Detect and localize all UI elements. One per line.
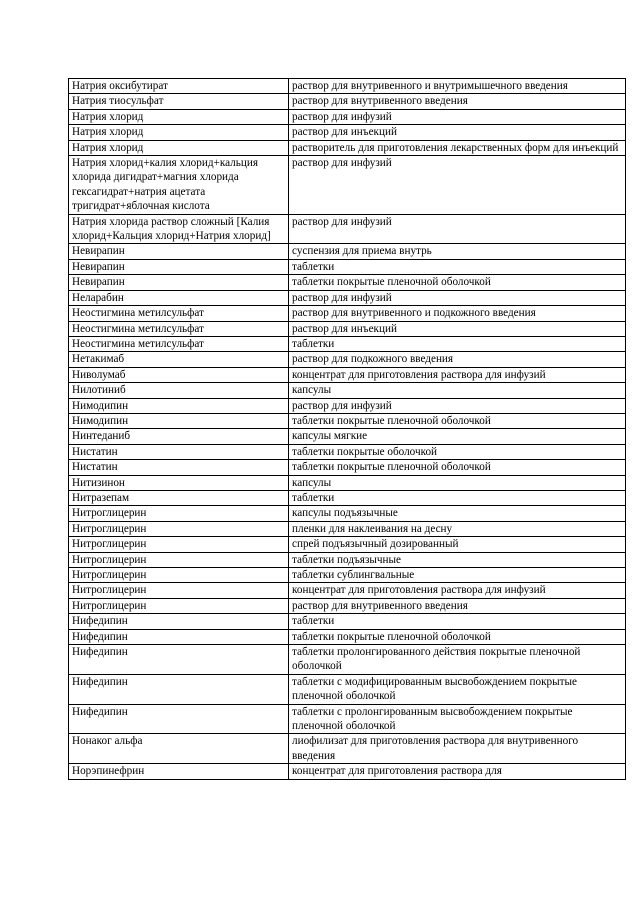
dosage-form-cell: раствор для внутривенного и внутримышечного введения — [289, 79, 626, 94]
table-body — [69, 79, 626, 780]
dosage-form-cell: раствор для инфузий — [289, 290, 626, 305]
drug-name-cell: Натрия хлорид — [69, 109, 289, 124]
dosage-form-cell: таблетки покрытые пленочной оболочкой — [289, 413, 626, 428]
dosage-form-cell: таблетки — [289, 490, 626, 505]
drug-name-cell: Невирапин — [69, 244, 289, 259]
table-row — [69, 290, 626, 305]
dosage-form-cell: капсулы подъязычные — [289, 506, 626, 521]
drug-name-cell: Нифедипин — [69, 614, 289, 629]
drug-name-cell: Нетакимаб — [69, 352, 289, 367]
drug-name-cell: Нилотиниб — [69, 383, 289, 398]
drug-name-cell: Натрия хлорида раствор сложный [Калия хлорид+Кальция хлорид+Натрия хлорид] — [69, 214, 289, 244]
dosage-form-cell: растворитель для приготовления лекарственных форм для инъекций — [289, 140, 626, 155]
dosage-form-cell: таблетки — [289, 614, 626, 629]
dosage-form-cell: таблетки — [289, 259, 626, 274]
dosage-form-cell: таблетки покрытые пленочной оболочкой — [289, 460, 626, 475]
drug-name-cell: Неостигмина метилсульфат — [69, 306, 289, 321]
dosage-form-cell: таблетки с пролонгированным высвобождением покрытые пленочной оболочкой — [289, 704, 626, 734]
table-row — [69, 336, 626, 351]
dosage-form-cell: раствор для инфузий — [289, 214, 626, 244]
dosage-form-cell: таблетки — [289, 336, 626, 351]
table-row — [69, 645, 626, 675]
drug-name-cell: Нитроглицерин — [69, 583, 289, 598]
dosage-form-cell: раствор для внутривенного введения — [289, 94, 626, 109]
table-row — [69, 367, 626, 382]
drug-name-cell: Нитроглицерин — [69, 521, 289, 536]
table-row — [69, 460, 626, 475]
drug-name-cell: Нитразепам — [69, 490, 289, 505]
table-row — [69, 583, 626, 598]
drug-name-cell: Ниволумаб — [69, 367, 289, 382]
table-row — [69, 125, 626, 140]
dosage-form-cell: концентрат для приготовления раствора для — [289, 764, 626, 779]
dosage-form-cell: раствор для внутривенного введения — [289, 598, 626, 613]
dosage-form-cell: раствор для инфузий — [289, 156, 626, 215]
table-row — [69, 156, 626, 215]
table-row — [69, 568, 626, 583]
dosage-form-cell: концентрат для приготовления раствора для инфузий — [289, 367, 626, 382]
dosage-form-cell: раствор для инфузий — [289, 398, 626, 413]
drug-table — [68, 78, 626, 780]
dosage-form-cell: раствор для инфузий — [289, 109, 626, 124]
dosage-form-cell: раствор для инъекций — [289, 321, 626, 336]
table-row — [69, 521, 626, 536]
document-page — [68, 78, 617, 780]
drug-name-cell: Норэпинефрин — [69, 764, 289, 779]
table-row — [69, 383, 626, 398]
dosage-form-cell: таблетки покрытые оболочкой — [289, 444, 626, 459]
table-row — [69, 109, 626, 124]
table-row — [69, 413, 626, 428]
dosage-form-cell: раствор для подкожного введения — [289, 352, 626, 367]
drug-name-cell: Натрия хлорид — [69, 125, 289, 140]
table-row — [69, 306, 626, 321]
dosage-form-cell: капсулы мягкие — [289, 429, 626, 444]
drug-name-cell: Нимодипин — [69, 398, 289, 413]
table-row — [69, 352, 626, 367]
drug-name-cell: Невирапин — [69, 259, 289, 274]
table-row — [69, 614, 626, 629]
drug-name-cell: Нифедипин — [69, 674, 289, 704]
table-row — [69, 244, 626, 259]
dosage-form-cell: таблетки покрытые пленочной оболочкой — [289, 629, 626, 644]
table-row — [69, 321, 626, 336]
dosage-form-cell: суспензия для приема внутрь — [289, 244, 626, 259]
dosage-form-cell: таблетки сублингвальные — [289, 568, 626, 583]
dosage-form-cell: таблетки с модифицированным высвобождением покрытые пленочной оболочкой — [289, 674, 626, 704]
drug-name-cell: Нифедипин — [69, 645, 289, 675]
drug-name-cell: Невирапин — [69, 275, 289, 290]
table-row — [69, 734, 626, 764]
dosage-form-cell: спрей подъязычный дозированный — [289, 537, 626, 552]
drug-name-cell: Нитроглицерин — [69, 537, 289, 552]
drug-name-cell: Нитизинон — [69, 475, 289, 490]
table-row — [69, 764, 626, 779]
drug-name-cell: Нинтеданиб — [69, 429, 289, 444]
drug-name-cell: Нитроглицерин — [69, 506, 289, 521]
table-row — [69, 674, 626, 704]
table-row — [69, 94, 626, 109]
drug-name-cell: Нитроглицерин — [69, 552, 289, 567]
drug-name-cell: Натрия оксибутират — [69, 79, 289, 94]
drug-name-cell: Нонаког альфа — [69, 734, 289, 764]
drug-name-cell: Натрия хлорид — [69, 140, 289, 155]
table-row — [69, 214, 626, 244]
drug-name-cell: Нитроглицерин — [69, 598, 289, 613]
dosage-form-cell: капсулы — [289, 475, 626, 490]
table-row — [69, 475, 626, 490]
table-row — [69, 429, 626, 444]
drug-name-cell: Натрия хлорид+калия хлорид+кальция хлорида дигидрат+магния хлорида гексагидрат+натрия ацетата тригидрат+яблочная кислота — [69, 156, 289, 215]
table-row — [69, 506, 626, 521]
dosage-form-cell: концентрат для приготовления раствора для инфузий — [289, 583, 626, 598]
dosage-form-cell: раствор для внутривенного и подкожного введения — [289, 306, 626, 321]
dosage-form-cell: лиофилизат для приготовления раствора для внутривенного введения — [289, 734, 626, 764]
table-row — [69, 79, 626, 94]
drug-name-cell: Нифедипин — [69, 629, 289, 644]
drug-name-cell: Нистатин — [69, 444, 289, 459]
dosage-form-cell: таблетки подъязычные — [289, 552, 626, 567]
table-row — [69, 444, 626, 459]
table-row — [69, 259, 626, 274]
table-row — [69, 552, 626, 567]
table-row — [69, 140, 626, 155]
drug-name-cell: Нитроглицерин — [69, 568, 289, 583]
table-row — [69, 704, 626, 734]
dosage-form-cell: раствор для инъекций — [289, 125, 626, 140]
table-row — [69, 629, 626, 644]
drug-name-cell: Нистатин — [69, 460, 289, 475]
table-row — [69, 398, 626, 413]
drug-name-cell: Натрия тиосульфат — [69, 94, 289, 109]
dosage-form-cell: таблетки пролонгированного действия покрытые пленочной оболочкой — [289, 645, 626, 675]
drug-name-cell: Нимодипин — [69, 413, 289, 428]
table-row — [69, 537, 626, 552]
drug-name-cell: Неостигмина метилсульфат — [69, 336, 289, 351]
table-row — [69, 275, 626, 290]
drug-name-cell: Нифедипин — [69, 704, 289, 734]
table-row — [69, 490, 626, 505]
dosage-form-cell: пленки для наклеивания на десну — [289, 521, 626, 536]
drug-name-cell: Неларабин — [69, 290, 289, 305]
drug-name-cell: Неостигмина метилсульфат — [69, 321, 289, 336]
dosage-form-cell: таблетки покрытые пленочной оболочкой — [289, 275, 626, 290]
dosage-form-cell: капсулы — [289, 383, 626, 398]
table-row — [69, 598, 626, 613]
